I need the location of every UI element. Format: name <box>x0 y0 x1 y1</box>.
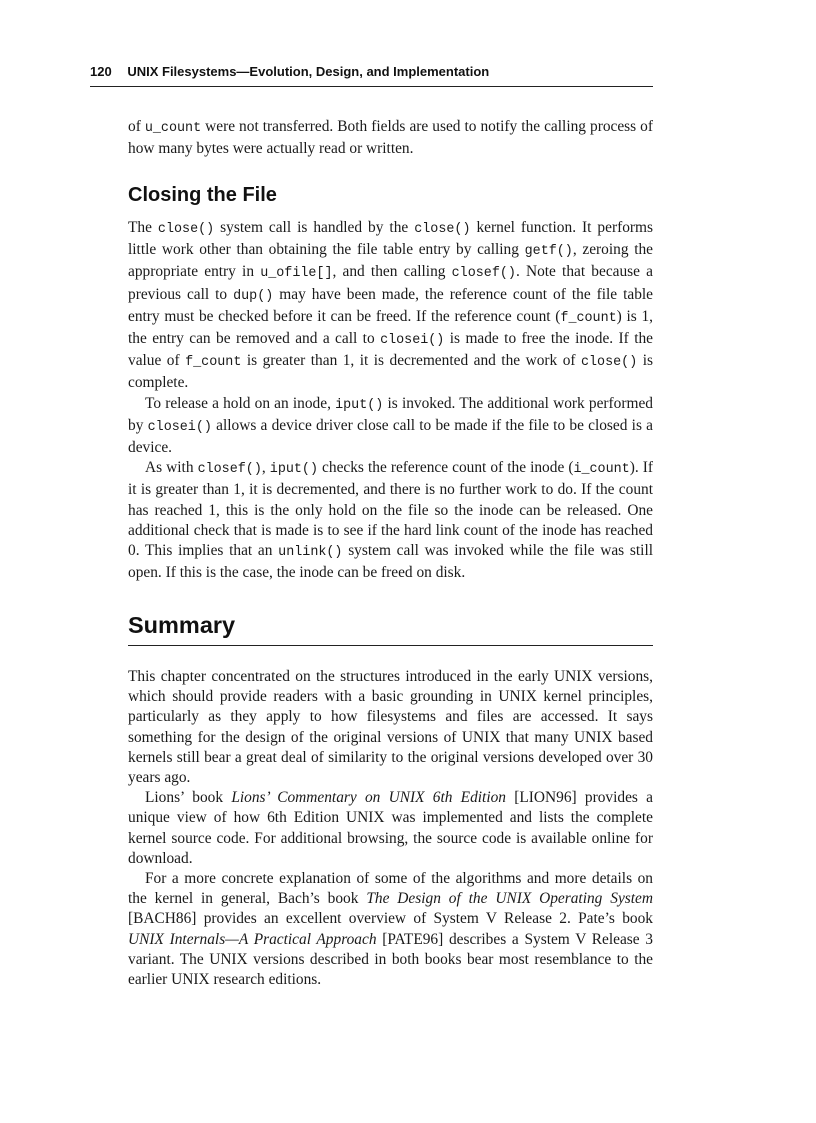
closing-paragraph-3: As with closef(), iput() checks the reference count of the inode (i_count). If it is greater than 1, it is decremented, and there is no further work to do. If the count has reached 1, this is the only hold on the file so the inode can be released. One additional check that is made is to see if the hard link count of the inode has reached 0. This implies that an unlink() system call was invoked while the file was still open. If this is the case, the inode can be freed on disk. <box>128 459 653 582</box>
page-number: 120 <box>90 64 112 79</box>
book-title: UNIX Filesystems—Evolution, Design, and Implementation <box>127 64 490 79</box>
book-title-pate: UNIX Internals—A Practical Approach <box>128 930 377 948</box>
summary-section-body <box>128 667 653 990</box>
closing-section-body <box>128 218 653 583</box>
closing-paragraph-1: The close() system call is handled by the close() kernel function. It performs little work other than obtaining the file table entry by calling getf(), zeroing the appropriate entry in u_ofile[], and then calling closef(). Note that because a previous call to dup() may have been made, the reference count of the file table entry must be checked before it can be freed. If the reference count (f_count) is 1, the entry can be removed and a call to closei() is made to free the inode. If the value of f_count is greater than 1, it is decremented and the work of close() is complete. <box>128 219 654 392</box>
summary-paragraph-1: This chapter concentrated on the structures introduced in the early UNIX versions, which should provide readers with a basic grounding in UNIX kernel principles, particularly as they apply to how filesystems and files are accessed. It says something for the design of the original versions of UNIX that many UNIX based kernels still bear a great deal of similarity to the original versions developed over 30 years ago. <box>128 668 653 787</box>
closing-paragraph-2: To release a hold on an inode, iput() is invoked. The additional work performed by closei() allows a device driver close call to be made if the file to be closed is a device. <box>128 394 653 457</box>
book-title-bach: The Design of the UNIX Operating System <box>366 890 653 908</box>
running-header <box>90 64 653 87</box>
summary-paragraph-3: For a more concrete explanation of some of the algorithms and more details on the kernel in general, Bach’s book The Design of the UNIX Operating System [BACH86] provides an excellent overview of System V Release 2. Pate’s book UNIX Internals—A Practical Approach [PATE96] describes a System V Release 3 variant. The UNIX versions described in both books bear most resemblance to the earlier UNIX research editions. <box>128 870 653 989</box>
book-title-lions: Lions’ Commentary on UNIX 6th Edition <box>231 789 506 807</box>
section-heading-summary: Summary <box>128 612 653 646</box>
summary-paragraph-2: Lions’ book Lions’ Commentary on UNIX 6th Edition [LION96] provides a unique view of how 6th Edition UNIX was implemented and lists the complete kernel source code. For additional browsing, the source code is available online for download. <box>128 789 653 867</box>
intro-paragraph: of u_count were not transferred. Both fields are used to notify the calling process of how many bytes were actually read or written. <box>128 118 654 158</box>
section-heading-closing-the-file: Closing the File <box>128 184 277 206</box>
